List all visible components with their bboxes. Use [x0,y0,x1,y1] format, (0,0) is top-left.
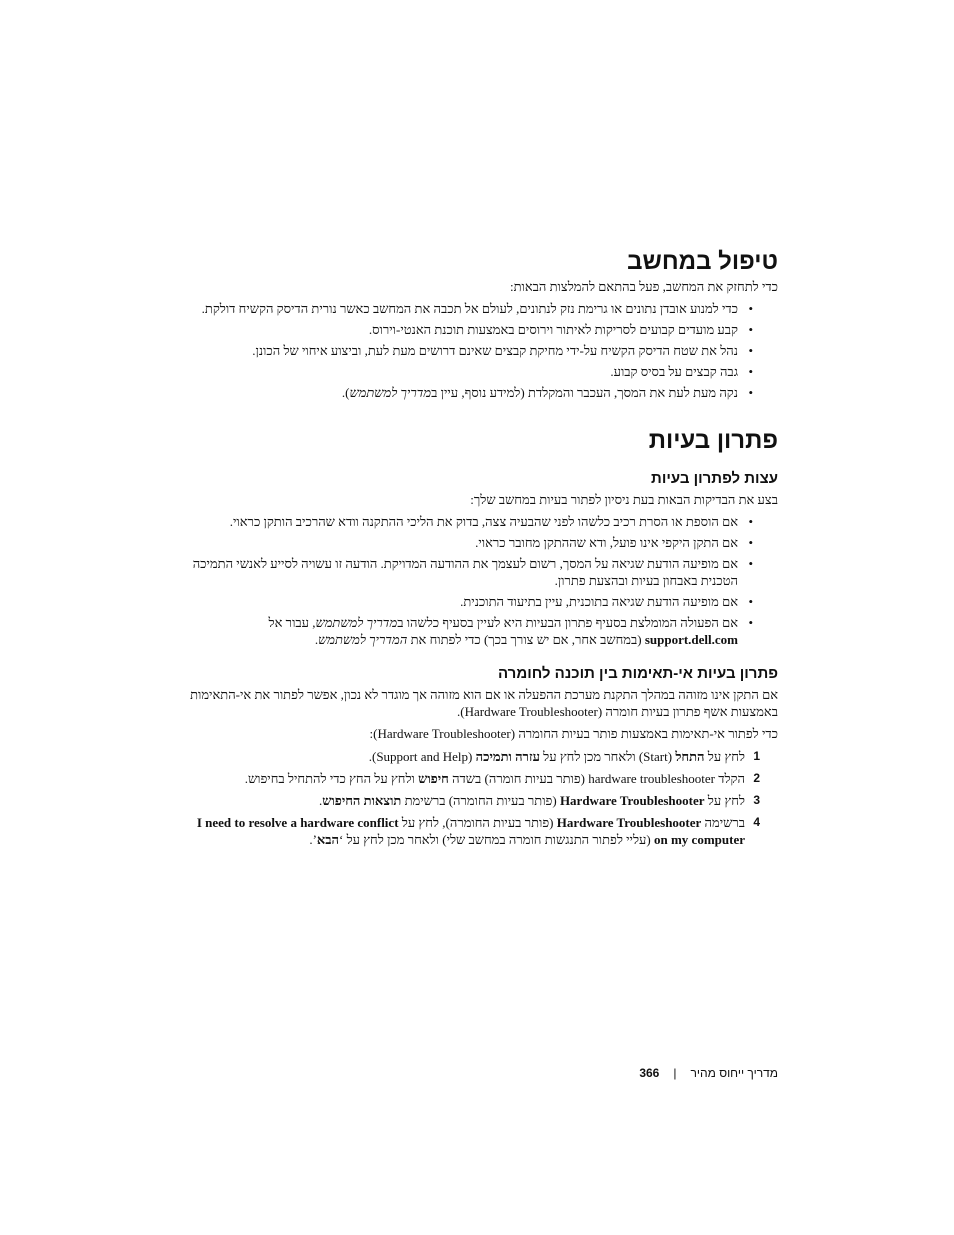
support-link[interactable]: support.dell.com [644,632,738,647]
hardware-steps [180,748,778,848]
step-text: . [318,793,323,808]
footer-guide-title: מדריך ייחוס מהיר [690,1066,778,1080]
step-text: ’. [309,832,317,847]
step-text: (Start) ולאחר מכן לחץ על [539,749,676,764]
search-label: חיפוש [418,771,449,786]
tips-text: (במחשב אחר, אם יש צורך בכך) כדי לפתוח את [407,632,645,647]
step-number: 2 [753,771,760,785]
tips-bullet-list [180,513,778,648]
tips-bullet: • אם מופיעה הודעת שגיאה בתוכנית, עיין בתיעוד התוכנית. [180,593,778,610]
search-results-label: תוצאות החיפוש [322,793,402,808]
step-text: הקלד hardware troubleshooter (פותר בעיות חומרה) בשדה [448,771,745,786]
start-label: התחל [675,749,705,764]
hardware-troubleshooter-label: Hardware Troubleshooter [559,793,705,808]
step-text: (פותר בעיות החומרה), לחץ על [398,815,557,830]
tips-heading: עצות לפתרון בעיות [651,470,778,487]
tips-text: . [314,632,319,647]
next-label: הבא [316,832,340,847]
step-item [180,748,778,765]
step-item [180,792,778,809]
user-guide-ref: מדריך למשתמש [349,385,432,400]
care-bullet-text: נקה מעת לעת את המסך, העכבר והמקלדת (למידע נוסף, עיין ב [431,385,738,400]
page-content [180,248,778,853]
resolve-conflict-option: I need to resolve a hardware conflict on my computer [196,815,745,847]
tips-text: אם הפעולה המומלצת בסעיף פתרון הבעיות היא לעיין בסעיף כלשהו ב [397,615,738,630]
page-footer [600,1066,778,1080]
footer-separator: | [673,1066,677,1080]
section-title-troubleshooting: פתרון בעיות [648,427,778,454]
hardware-troubleshooter-label: Hardware Troubleshooter [556,815,702,830]
care-bullet-list [180,300,778,401]
step-number: 3 [753,793,760,807]
user-guide-ref: המדריך למשתמש [318,632,408,647]
care-intro: כדי לתחזק את המחשב, פעל בהתאם להמלצות הבאות: [509,279,778,294]
step-text: לחץ על [704,793,745,808]
step-number: 4 [753,815,760,829]
step-text: ולחץ על החץ כדי להתחיל בחיפוש. [244,771,419,786]
care-bullet: • כדי למנוע אובדן נתונים או גרימת נזק לנתונים, לעולם אל תכבה את המחשב כאשר נורית הדיסק הקשיח דולקת. [180,300,778,317]
tips-text: , עבור אל [268,615,316,630]
care-bullet: • קבע מועדים קבועים לסריקות לאיתור וירוסים באמצעות תוכנת האנטי-וירוס. [180,321,778,338]
care-bullet: • גבה קבצים על בסיס קבוע. [180,363,778,380]
step-item [180,770,778,787]
step-item [180,814,778,848]
care-bullet [180,384,778,401]
tips-bullet: • אם הוספת או הסרת רכיב כלשהו לפני שהבעיה צצה, בדוק את הליכי ההתקנה וודא שהרכיב הותקן כראוי. [180,513,778,530]
step-text: לחץ על [704,749,745,764]
care-bullet-end: ). [341,385,350,400]
hardware-intro: כדי לפתור אי-תאימות באמצעות פותר בעיות החומרה (Hardware Troubleshooter): [369,726,778,741]
step-text: ברשימה [701,815,745,830]
user-guide-ref: מדריך למשתמש [315,615,398,630]
step-number: 1 [753,749,760,763]
hardware-para: אם התקן אינו מזוהה במהלך התקנת מערכת ההפעלה או אם הוא מזוהה אך מוגדר לא נכון, אפשר לפתור את אי-התאימות באמצעות אשף פתרון בעיות חומרה (Hardware Troubleshooter). [190,687,778,719]
care-bullet: • נהל את שטח הדיסק הקשיח על-ידי מחיקת קבצים שאינם דרושים מעת לעת, וביצוע איחוי של הכונן. [180,342,778,359]
step-text: (Support and Help). [368,749,476,764]
tips-intro: בצע את הבדיקות הבאות בעת ניסיון לפתור בעיות במחשב שלך: [470,492,778,507]
tips-bullet: • אם מופיעה הודעת שגיאה על המסך, רשום לעצמך את ההודעה המדויקת. הודעה זו עשויה לסייע לאנשי התמיכה הטכנית באבחון בעיות ובהצעת פתרון. [180,555,778,589]
help-support-label: עזרה ותמיכה [475,749,540,764]
tips-bullet [180,614,778,648]
step-text: (פותר בעיות החומרה) ברשימת [401,793,560,808]
hardware-heading: פתרון בעיות אי-תאימות בין תוכנה לחומרה [497,665,778,682]
section-title-computer-care: טיפול במחשב [627,248,778,275]
step-text: (עליי לפתור התנגשות חומרה במחשב שלי) ולאחר מכן לחץ על ‘ [339,832,654,847]
tips-bullet: • אם התקן היקפי אינו פועל, ודא שההתקן מחובר כראוי. [180,534,778,551]
page-number: 366 [639,1066,660,1080]
